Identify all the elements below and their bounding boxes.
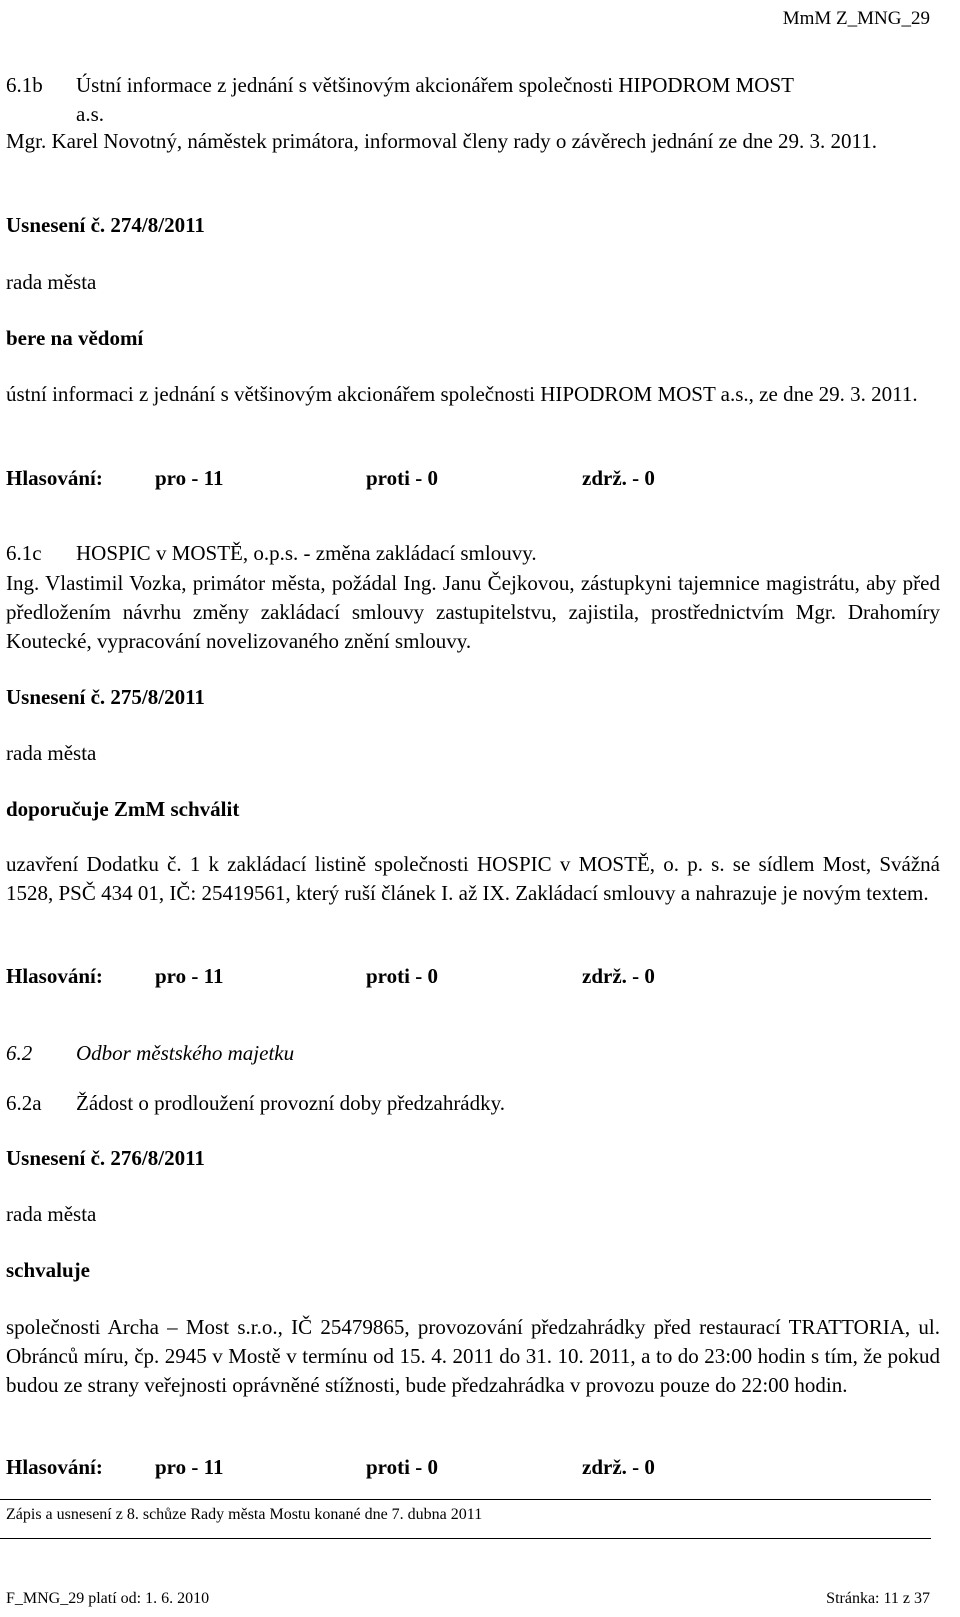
resolution-verb: doporučuje ZmM schválit: [6, 797, 240, 821]
footer-validity: F_MNG_29 platí od: 1. 6. 2010: [6, 1590, 210, 1607]
section-number: 6.1b: [6, 73, 43, 97]
voting-zdrz: zdrž. - 0: [582, 964, 655, 988]
resolution-body: rada města: [6, 1202, 97, 1226]
footer-meeting: Zápis a usnesení z 8. schůze Rady města Mostu konané dne 7. dubna 2011: [6, 1506, 483, 1523]
resolution-verb: schvaluje: [6, 1258, 90, 1282]
voting-zdrz: zdrž. - 0: [582, 1455, 655, 1479]
resolution-body: rada města: [6, 270, 97, 294]
footer-rule: [0, 1499, 931, 1500]
voting-proti: proti - 0: [366, 1455, 438, 1479]
resolution-verb: bere na vědomí: [6, 326, 144, 350]
section-number: 6.2: [6, 1041, 33, 1065]
voting-zdrz: zdrž. - 0: [582, 466, 655, 490]
voting-proti: proti - 0: [366, 964, 438, 988]
resolution-text: společnosti Archa – Most s.r.o., IČ 25479865, provozování předzahrádky před restaurací TRATTORIA, ul. Obránců míru, čp. 2945 v Mostě v termínu od 15. 4. 2011 do 31. 10. 2011, a to do 23:00 hodin s tím, že pokud budou ze strany veřejnosti oprávněné stížnosti, bude předzahrádka v provozu pouze do 22:00 hodin.: [6, 1315, 940, 1397]
voting-label: Hlasování:: [6, 466, 103, 490]
section-6-1b-heading: [6, 71, 940, 100]
resolution-text: ústní informaci z jednání s většinovým akcionářem společnosti HIPODROM MOST a.s., ze dne 29. 3. 2011.: [6, 382, 918, 406]
resolution-number: Usnesení č. 275/8/2011: [6, 685, 205, 709]
resolution-text: uzavření Dodatku č. 1 k zakládací listině společnosti HOSPIC v MOSTĚ, o. p. s. se sídlem Most, Svážná 1528, PSČ 434 01, IČ: 25419561, který ruší článek I. až IX. Zakládací smlouvy a nahrazuje je novým textem.: [6, 852, 940, 905]
page-header-code: MmM Z_MNG_29: [782, 8, 930, 29]
section-title-continuation: a.s.: [76, 102, 104, 126]
voting-proti: proti - 0: [366, 466, 438, 490]
paragraph: Mgr. Karel Novotný, náměstek primátora, informoval členy rady o závěrech jednání ze dne 29. 3. 2011.: [6, 129, 878, 153]
voting-label: Hlasování:: [6, 964, 103, 988]
section-title: Žádost o prodloužení provozní doby předzahrádky.: [76, 1091, 506, 1115]
section-number: 6.1c: [6, 541, 42, 565]
section-number: 6.2a: [6, 1091, 42, 1115]
resolution-body: rada města: [6, 741, 97, 765]
voting-pro: pro - 11: [155, 1455, 224, 1479]
voting-pro: pro - 11: [155, 964, 224, 988]
resolution-number: Usnesení č. 276/8/2011: [6, 1146, 205, 1170]
section-title: HOSPIC v MOSTĚ, o.p.s. - změna zakládací smlouvy.: [76, 541, 537, 565]
section-title: Odbor městského majetku: [76, 1041, 295, 1065]
footer-rule: [0, 1538, 931, 1539]
voting-label: Hlasování:: [6, 1455, 103, 1479]
voting-pro: pro - 11: [155, 466, 224, 490]
section-title: Ústní informace z jednání s většinovým akcionářem společnosti HIPODROM MOST: [76, 73, 794, 97]
footer-page-number: Stránka: 11 z 37: [826, 1590, 930, 1607]
section-6-1c-heading: [6, 539, 940, 568]
section-6-2-heading: [6, 1039, 940, 1068]
resolution-number: Usnesení č. 274/8/2011: [6, 213, 205, 237]
paragraph: Ing. Vlastimil Vozka, primátor města, požádal Ing. Janu Čejkovou, zástupkyni tajemnice magistrátu, aby před předložením návrhu změny zakládací smlouvy zastupitelstvu, zajistila, prostřednictvím Mgr. Drahomíry Koutecké, vypracování novelizovaného znění smlouvy.: [6, 571, 940, 653]
section-6-2a-heading: [6, 1089, 940, 1118]
